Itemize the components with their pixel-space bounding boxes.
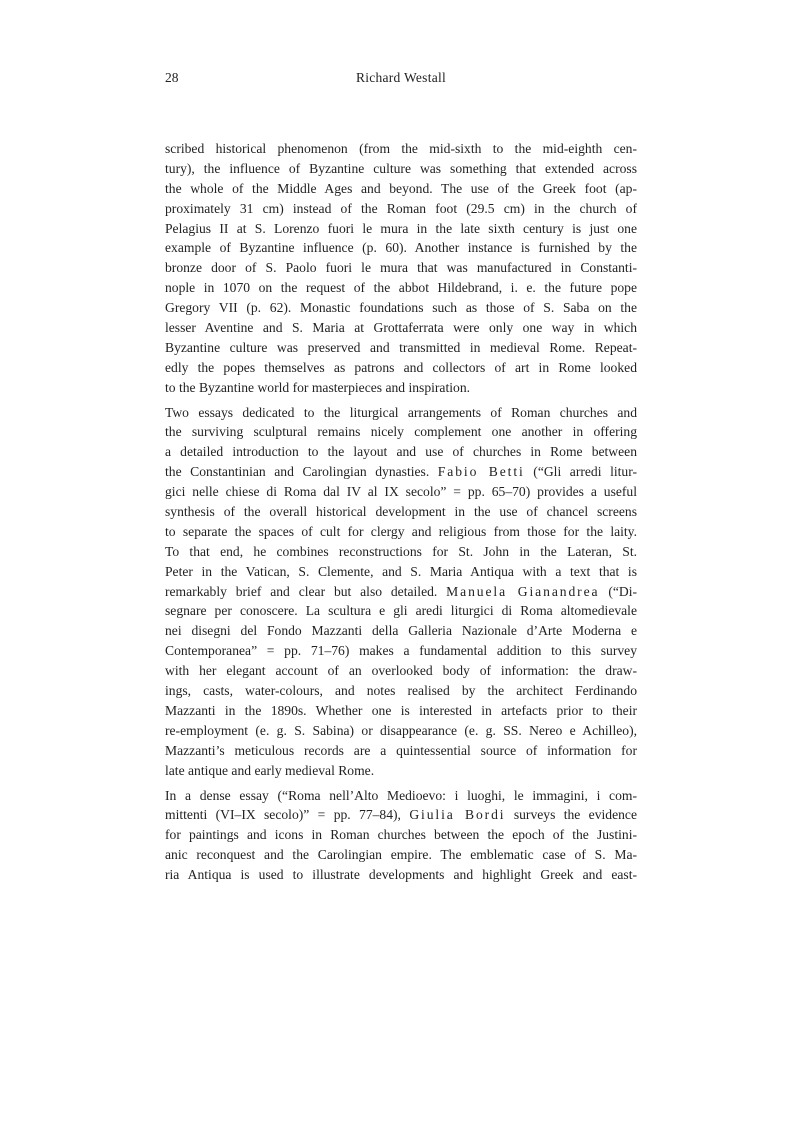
text-line — [165, 542, 637, 562]
text-segment: with her elegant account of an overlooked body of information: the draw- — [165, 663, 637, 679]
text-segment: In a dense essay (“Roma nell’Alto Medioevo: i luoghi, le immagini, i com- — [165, 787, 637, 803]
page-number: 28 — [165, 70, 179, 85]
text-segment: late antique and early medieval Rome. — [165, 762, 375, 778]
paragraph — [165, 403, 637, 781]
text-segment: anic reconquest and the Carolingian empire. The emblematic case of S. Ma- — [165, 847, 637, 863]
text-segment: tury), the influence of Byzantine culture was something that extended across — [165, 160, 637, 176]
text-line — [165, 865, 637, 885]
text-line — [165, 641, 637, 661]
text-segment: mittenti (VI–IX secolo)” = pp. 77–84), — [165, 807, 410, 823]
text-segment: ings, casts, water-colours, and notes realised by the architect Ferdinando — [165, 683, 637, 699]
text-segment: Peter in the Vatican, S. Clemente, and S. Maria Antiqua with a text that is — [165, 563, 637, 579]
text-segment: for paintings and icons in Roman churches between the epoch of the Justini- — [165, 827, 637, 843]
author-name: Fabio Betti — [437, 464, 525, 480]
text-line — [165, 378, 637, 398]
text-line — [165, 139, 637, 159]
text-segment: (“Gli arredi litur- — [524, 464, 637, 480]
text-line — [165, 582, 637, 602]
text-line — [165, 199, 637, 219]
text-segment: lesser Aventine and S. Maria at Grottaferrata were only one way in which — [165, 320, 637, 336]
text-line — [165, 238, 637, 258]
text-line — [165, 338, 637, 358]
text-segment: the whole of the Middle Ages and beyond. The use of the Greek foot (ap- — [165, 180, 637, 196]
text-segment: Pelagius II at S. Lorenzo fuori le mura in the late sixth century is just one — [165, 220, 637, 236]
text-segment: (“Di- — [599, 583, 638, 599]
text-line — [165, 562, 637, 582]
text-line — [165, 786, 637, 806]
text-line — [165, 442, 637, 462]
running-head-title: Richard Westall — [355, 70, 447, 85]
text-line — [165, 681, 637, 701]
author-name: Manuela Gianandrea — [446, 583, 600, 599]
text-segment: Two essays dedicated to the liturgical arrangements of Roman churches and — [165, 404, 637, 420]
text-line — [165, 318, 637, 338]
text-line — [165, 219, 637, 239]
text-segment: example of Byzantine influence (p. 60). Another instance is furnished by the — [165, 240, 637, 256]
text-line — [165, 258, 637, 278]
text-segment: Contemporanea” = pp. 71–76) makes a fundamental addition to this survey — [165, 643, 637, 659]
text-segment: bronze door of S. Paolo fuori le mura that was manufactured in Constanti- — [165, 260, 637, 276]
text-segment: nei disegni del Fondo Mazzanti della Galleria Nazionale d’Arte Moderna e — [165, 623, 637, 639]
text-segment: Gregory VII (p. 62). Monastic foundations such as those of S. Saba on the — [165, 300, 637, 316]
text-line — [165, 845, 637, 865]
text-segment: the Constantinian and Carolingian dynasties. — [165, 464, 438, 480]
text-line — [165, 601, 637, 621]
text-segment: a detailed introduction to the layout and use of churches in Rome between — [165, 444, 637, 460]
text-line — [165, 721, 637, 741]
text-segment: synthesis of the overall historical development in the use of chancel screens — [165, 504, 637, 520]
text-line — [165, 298, 637, 318]
paragraph — [165, 786, 637, 885]
text-line — [165, 278, 637, 298]
text-line — [165, 621, 637, 641]
text-line — [165, 522, 637, 542]
text-segment: Byzantine culture was preserved and transmitted in medieval Rome. Repeat- — [165, 339, 637, 355]
text-line — [165, 661, 637, 681]
text-line — [165, 159, 637, 179]
text-segment: re-employment (e. g. S. Sabina) or disappearance (e. g. SS. Nereo e Achilleo), — [165, 722, 637, 738]
text-line — [165, 825, 637, 845]
text-line — [165, 179, 637, 199]
text-segment: gici nelle chiese di Roma dal IV al IX secolo” = pp. 65–70) provides a useful — [165, 484, 637, 500]
author-name: Giulia Bordi — [409, 807, 506, 823]
text-line — [165, 462, 637, 482]
text-segment: Mazzanti in the 1890s. Whether one is interested in artefacts prior to their — [165, 702, 637, 718]
text-segment: the surviving sculptural remains nicely complement one another in offering — [165, 424, 637, 440]
text-segment: to separate the spaces of cult for clergy and religious from those for the laity. — [165, 523, 637, 539]
text-segment: nople in 1070 on the request of the abbot Hildebrand, i. e. the future pope — [165, 280, 637, 296]
text-line — [165, 502, 637, 522]
text-segment: ria Antiqua is used to illustrate developments and highlight Greek and east- — [165, 867, 637, 883]
text-segment: edly the popes themselves as patrons and collectors of art in Rome looked — [165, 359, 637, 375]
text-segment: proximately 31 cm) instead of the Roman foot (29.5 cm) in the church of — [165, 200, 637, 216]
text-line — [165, 482, 637, 502]
text-line — [165, 422, 637, 442]
running-header — [165, 69, 637, 87]
text-body — [165, 139, 637, 885]
text-line — [165, 761, 637, 781]
text-segment: scribed historical phenomenon (from the mid-sixth to the mid-eighth cen- — [165, 141, 637, 156]
text-segment: segnare per conoscere. La scultura e gli aredi liturgici di Roma altomedievale — [165, 603, 637, 619]
text-line — [165, 358, 637, 378]
text-line — [165, 701, 637, 721]
text-segment: To that end, he combines reconstructions for St. John in the Lateran, St. — [165, 543, 637, 559]
text-line — [165, 741, 637, 761]
text-segment: to the Byzantine world for masterpieces and inspiration. — [165, 379, 471, 395]
text-segment: Mazzanti’s meticulous records are a quintessential source of information for — [165, 742, 637, 758]
paragraph — [165, 139, 637, 398]
text-line — [165, 403, 637, 423]
text-line — [165, 805, 637, 825]
text-segment: remarkably brief and clear but also detailed. — [165, 583, 447, 599]
text-segment: surveys the evidence — [505, 807, 637, 823]
